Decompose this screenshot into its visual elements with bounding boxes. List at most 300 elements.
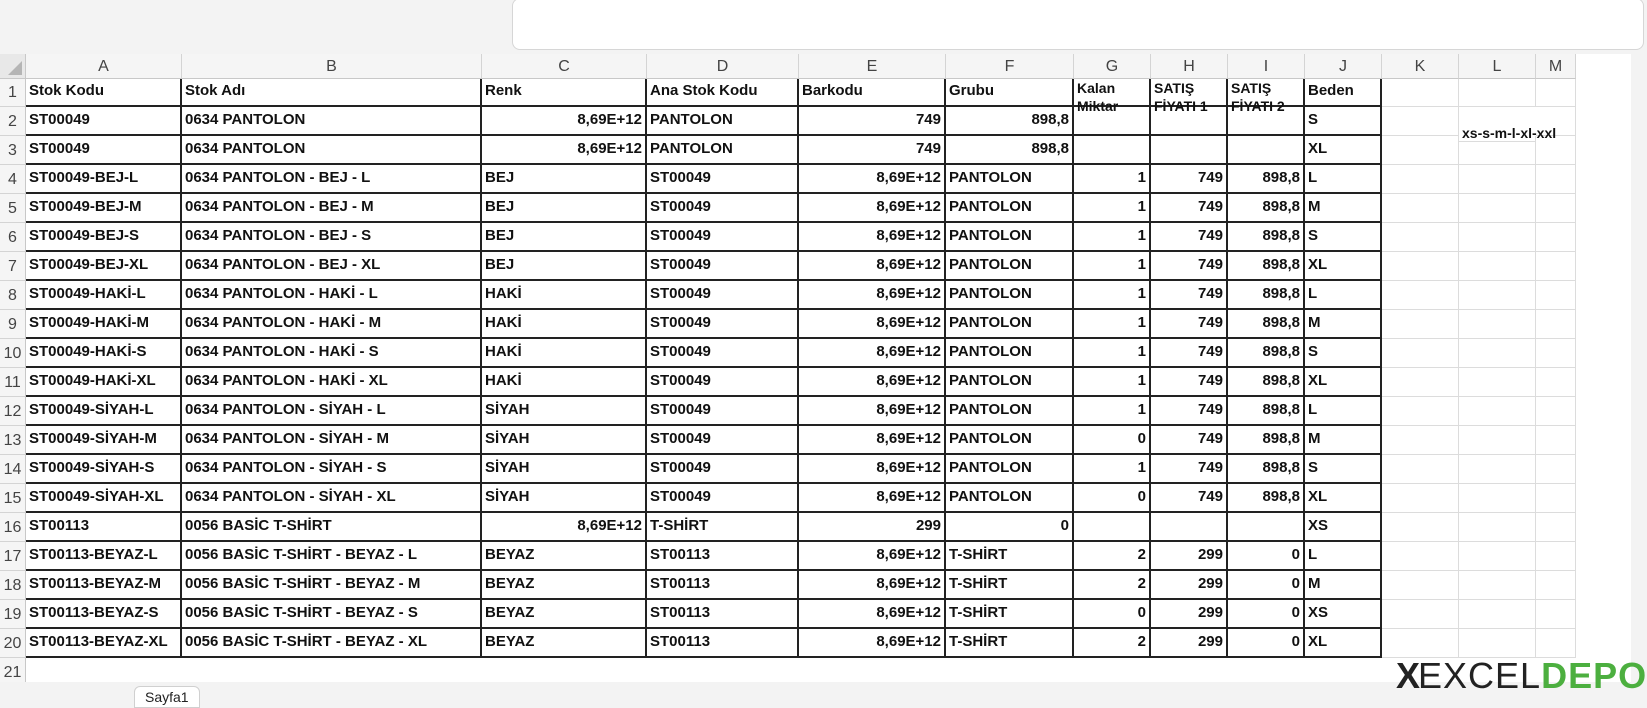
table-cell[interactable]: 0634 PANTOLON - BEJ - M xyxy=(182,194,482,223)
row-header[interactable]: 15 xyxy=(0,484,26,513)
column-header-g[interactable]: G xyxy=(1074,54,1151,79)
empty-cell[interactable] xyxy=(1459,397,1536,426)
table-cell[interactable]: ST00049-BEJ-XL xyxy=(26,252,182,281)
empty-cell[interactable] xyxy=(1536,484,1576,513)
table-cell[interactable]: ST00113-BEYAZ-S xyxy=(26,600,182,629)
empty-cell[interactable] xyxy=(1459,600,1536,629)
table-cell[interactable]: 8,69E+12 xyxy=(799,310,946,339)
table-cell[interactable]: ST00049 xyxy=(647,426,799,455)
table-cell[interactable]: ST00113 xyxy=(647,571,799,600)
table-cell[interactable]: 0 xyxy=(1228,600,1305,629)
table-cell[interactable]: 898,8 xyxy=(1228,484,1305,513)
table-cell[interactable]: L xyxy=(1305,542,1382,571)
table-cell[interactable]: PANTOLON xyxy=(946,397,1074,426)
table-cell[interactable]: 0634 PANTOLON - HAKİ - M xyxy=(182,310,482,339)
table-cell[interactable] xyxy=(1151,513,1228,542)
empty-cell[interactable] xyxy=(1459,513,1536,542)
table-cell[interactable]: 8,69E+12 xyxy=(482,107,647,136)
table-cell[interactable]: 749 xyxy=(1151,339,1228,368)
table-cell[interactable]: 0 xyxy=(1074,600,1151,629)
table-cell[interactable]: 8,69E+12 xyxy=(482,136,647,165)
empty-cell[interactable] xyxy=(1459,484,1536,513)
table-cell[interactable]: 749 xyxy=(1151,484,1228,513)
table-cell[interactable]: ST00049 xyxy=(647,252,799,281)
table-cell[interactable]: 749 xyxy=(1151,252,1228,281)
table-cell[interactable]: 749 xyxy=(1151,194,1228,223)
table-cell[interactable]: BEYAZ xyxy=(482,629,647,658)
column-header-c[interactable]: C xyxy=(482,54,647,79)
column-header-k[interactable]: K xyxy=(1382,54,1459,79)
table-cell[interactable]: L xyxy=(1305,281,1382,310)
row-header[interactable]: 8 xyxy=(0,281,26,310)
table-cell[interactable]: M xyxy=(1305,194,1382,223)
table-cell[interactable]: 0 xyxy=(1228,571,1305,600)
table-cell[interactable]: BEYAZ xyxy=(482,600,647,629)
table-cell[interactable]: 0 xyxy=(1074,426,1151,455)
table-cell[interactable]: ST00049 xyxy=(647,223,799,252)
table-cell[interactable]: PANTOLON xyxy=(946,252,1074,281)
table-cell[interactable]: 898,8 xyxy=(1228,426,1305,455)
empty-cell[interactable] xyxy=(1382,310,1459,339)
row-header[interactable]: 14 xyxy=(0,455,26,484)
table-cell[interactable]: 8,69E+12 xyxy=(799,165,946,194)
table-cell[interactable]: PANTOLON xyxy=(946,194,1074,223)
table-cell[interactable]: 0634 PANTOLON - SİYAH - XL xyxy=(182,484,482,513)
table-cell[interactable]: 0 xyxy=(1228,629,1305,658)
table-cell[interactable]: 0056 BASİC T-SHİRT - BEYAZ - S xyxy=(182,600,482,629)
table-cell[interactable]: ST00049-SİYAH-M xyxy=(26,426,182,455)
table-cell[interactable]: ST00049-HAKİ-M xyxy=(26,310,182,339)
table-cell[interactable]: SİYAH xyxy=(482,455,647,484)
table-cell[interactable]: M xyxy=(1305,571,1382,600)
empty-cell[interactable] xyxy=(1459,165,1536,194)
empty-cell[interactable] xyxy=(1382,455,1459,484)
table-cell[interactable]: 749 xyxy=(1151,223,1228,252)
table-cell[interactable]: XL xyxy=(1305,368,1382,397)
header-cell[interactable]: Renk xyxy=(482,79,647,107)
row-header[interactable]: 3 xyxy=(0,136,26,165)
empty-cell[interactable] xyxy=(1536,455,1576,484)
table-cell[interactable]: L xyxy=(1305,165,1382,194)
table-cell[interactable]: ST00049-HAKİ-L xyxy=(26,281,182,310)
table-cell[interactable]: BEYAZ xyxy=(482,542,647,571)
table-cell[interactable]: 898,8 xyxy=(1228,339,1305,368)
table-cell[interactable]: HAKİ xyxy=(482,281,647,310)
table-cell[interactable]: 898,8 xyxy=(1228,368,1305,397)
side-note-cell[interactable]: xs-s-m-l-xl-xxl xyxy=(1459,113,1536,142)
table-cell[interactable]: 299 xyxy=(799,513,946,542)
empty-cell[interactable] xyxy=(1536,165,1576,194)
table-cell[interactable]: 0056 BASİC T-SHİRT xyxy=(182,513,482,542)
table-cell[interactable]: 898,8 xyxy=(1228,223,1305,252)
table-cell[interactable]: 1 xyxy=(1074,310,1151,339)
empty-cell[interactable] xyxy=(1536,513,1576,542)
table-cell[interactable]: 0634 PANTOLON xyxy=(182,136,482,165)
row-header[interactable]: 1 xyxy=(0,79,26,107)
table-cell[interactable]: 1 xyxy=(1074,455,1151,484)
table-cell[interactable]: ST00049 xyxy=(647,339,799,368)
table-cell[interactable]: ST00049-BEJ-M xyxy=(26,194,182,223)
empty-cell[interactable] xyxy=(1536,542,1576,571)
table-cell[interactable]: S xyxy=(1305,455,1382,484)
empty-cell[interactable] xyxy=(1459,194,1536,223)
table-cell[interactable]: ST00049 xyxy=(647,281,799,310)
table-cell[interactable]: ST00049 xyxy=(26,107,182,136)
table-cell[interactable]: SİYAH xyxy=(482,426,647,455)
column-header-f[interactable]: F xyxy=(946,54,1074,79)
table-cell[interactable]: 8,69E+12 xyxy=(799,600,946,629)
table-cell[interactable]: 2 xyxy=(1074,571,1151,600)
table-cell[interactable]: 749 xyxy=(1151,165,1228,194)
table-cell[interactable]: 0634 PANTOLON - HAKİ - XL xyxy=(182,368,482,397)
table-cell[interactable]: 1 xyxy=(1074,339,1151,368)
table-cell[interactable]: XL xyxy=(1305,484,1382,513)
table-cell[interactable]: S xyxy=(1305,339,1382,368)
column-header-l[interactable]: L xyxy=(1459,54,1536,79)
table-cell[interactable]: T-SHİRT xyxy=(647,513,799,542)
table-cell[interactable]: 0056 BASİC T-SHİRT - BEYAZ - L xyxy=(182,542,482,571)
sheet-tab-sayfa1[interactable]: Sayfa1 xyxy=(134,686,200,708)
table-cell[interactable]: 0634 PANTOLON - BEJ - L xyxy=(182,165,482,194)
table-cell[interactable]: 0634 PANTOLON - BEJ - XL xyxy=(182,252,482,281)
empty-cell[interactable] xyxy=(1382,513,1459,542)
table-cell[interactable]: BEJ xyxy=(482,194,647,223)
empty-cell[interactable] xyxy=(1382,368,1459,397)
empty-cell[interactable] xyxy=(1382,136,1459,165)
table-cell[interactable]: 749 xyxy=(1151,310,1228,339)
column-header-m[interactable]: M xyxy=(1536,54,1576,79)
empty-cell[interactable] xyxy=(1536,426,1576,455)
table-cell[interactable]: 898,8 xyxy=(1228,252,1305,281)
column-header-d[interactable]: D xyxy=(647,54,799,79)
table-cell[interactable]: PANTOLON xyxy=(946,165,1074,194)
table-cell[interactable]: 0 xyxy=(1228,542,1305,571)
empty-cell[interactable] xyxy=(1459,310,1536,339)
column-header-e[interactable]: E xyxy=(799,54,946,79)
empty-cell[interactable] xyxy=(1382,79,1459,107)
header-cell[interactable]: Beden xyxy=(1305,79,1382,107)
table-cell[interactable]: M xyxy=(1305,310,1382,339)
table-cell[interactable]: PANTOLON xyxy=(946,368,1074,397)
empty-cell[interactable] xyxy=(1382,629,1459,658)
table-cell[interactable]: T-SHİRT xyxy=(946,571,1074,600)
table-cell[interactable]: ST00113-BEYAZ-M xyxy=(26,571,182,600)
empty-cell[interactable] xyxy=(1382,542,1459,571)
row-header[interactable]: 5 xyxy=(0,194,26,223)
table-cell[interactable]: 8,69E+12 xyxy=(799,223,946,252)
row-header[interactable]: 16 xyxy=(0,513,26,542)
row-header[interactable]: 18 xyxy=(0,571,26,600)
empty-cell[interactable] xyxy=(1382,339,1459,368)
table-cell[interactable]: 2 xyxy=(1074,629,1151,658)
table-cell[interactable]: BEJ xyxy=(482,165,647,194)
column-header-b[interactable]: B xyxy=(182,54,482,79)
table-cell[interactable]: BEJ xyxy=(482,223,647,252)
empty-cell[interactable] xyxy=(1536,629,1576,658)
table-cell[interactable]: BEJ xyxy=(482,252,647,281)
table-cell[interactable]: 749 xyxy=(1151,455,1228,484)
table-cell[interactable]: 0 xyxy=(946,513,1074,542)
table-cell[interactable]: 8,69E+12 xyxy=(799,281,946,310)
table-cell[interactable]: PANTOLON xyxy=(946,455,1074,484)
table-cell[interactable]: 0634 PANTOLON - BEJ - S xyxy=(182,223,482,252)
table-cell[interactable]: 299 xyxy=(1151,542,1228,571)
table-cell[interactable]: 8,69E+12 xyxy=(799,571,946,600)
table-cell[interactable]: M xyxy=(1305,426,1382,455)
header-cell[interactable]: Stok Kodu xyxy=(26,79,182,107)
empty-cell[interactable] xyxy=(1459,79,1536,107)
table-cell[interactable]: ST00049-SİYAH-L xyxy=(26,397,182,426)
table-cell[interactable]: 0634 PANTOLON xyxy=(182,107,482,136)
table-cell[interactable]: 0634 PANTOLON - HAKİ - L xyxy=(182,281,482,310)
table-cell[interactable]: 1 xyxy=(1074,194,1151,223)
table-cell[interactable]: HAKİ xyxy=(482,310,647,339)
table-cell[interactable]: 8,69E+12 xyxy=(799,339,946,368)
column-header-i[interactable]: I xyxy=(1228,54,1305,79)
table-cell[interactable]: 749 xyxy=(1151,281,1228,310)
empty-cell[interactable] xyxy=(1382,600,1459,629)
table-cell[interactable]: L xyxy=(1305,397,1382,426)
table-cell[interactable]: 749 xyxy=(1151,426,1228,455)
table-cell[interactable]: ST00049 xyxy=(647,484,799,513)
table-cell[interactable]: 8,69E+12 xyxy=(799,426,946,455)
header-cell[interactable]: Ana Stok Kodu xyxy=(647,79,799,107)
table-cell[interactable]: PANTOLON xyxy=(946,310,1074,339)
table-cell[interactable]: ST00113 xyxy=(647,629,799,658)
table-cell[interactable]: 299 xyxy=(1151,600,1228,629)
table-cell[interactable]: 898,8 xyxy=(1228,194,1305,223)
header-cell[interactable]: Kalan Miktar xyxy=(1074,79,1151,107)
table-cell[interactable]: PANTOLON xyxy=(946,484,1074,513)
table-cell[interactable]: 1 xyxy=(1074,368,1151,397)
empty-cell[interactable] xyxy=(1536,79,1576,107)
empty-cell[interactable] xyxy=(1382,397,1459,426)
table-cell[interactable]: 0634 PANTOLON - HAKİ - S xyxy=(182,339,482,368)
table-cell[interactable]: 2 xyxy=(1074,542,1151,571)
table-cell[interactable]: 0 xyxy=(1074,484,1151,513)
header-cell[interactable]: SATIŞ FİYATI 1 xyxy=(1151,79,1228,107)
table-cell[interactable]: XL xyxy=(1305,252,1382,281)
empty-cell[interactable] xyxy=(1536,252,1576,281)
logo-text-depo: DEPO xyxy=(1541,655,1647,696)
table-cell[interactable]: 8,69E+12 xyxy=(799,484,946,513)
table-cell[interactable]: 8,69E+12 xyxy=(799,629,946,658)
formula-input[interactable] xyxy=(512,0,1644,50)
empty-cell[interactable] xyxy=(1459,571,1536,600)
row-header[interactable]: 17 xyxy=(0,542,26,571)
empty-cell[interactable] xyxy=(1459,252,1536,281)
table-cell[interactable]: SİYAH xyxy=(482,397,647,426)
empty-cell[interactable] xyxy=(1536,368,1576,397)
table-cell[interactable]: PANTOLON xyxy=(647,136,799,165)
table-cell[interactable]: 299 xyxy=(1151,571,1228,600)
table-cell[interactable]: ST00049 xyxy=(647,165,799,194)
empty-cell[interactable] xyxy=(1459,629,1536,658)
row-header[interactable]: 13 xyxy=(0,426,26,455)
empty-cell[interactable] xyxy=(1536,223,1576,252)
table-cell[interactable]: PANTOLON xyxy=(946,281,1074,310)
table-cell[interactable]: ST00049-SİYAH-S xyxy=(26,455,182,484)
table-cell[interactable]: 898,8 xyxy=(1228,281,1305,310)
table-cell[interactable]: ST00049-HAKİ-S xyxy=(26,339,182,368)
table-cell[interactable]: ST00113 xyxy=(647,600,799,629)
row-header[interactable]: 2 xyxy=(0,107,26,136)
table-cell[interactable]: ST00113 xyxy=(26,513,182,542)
table-cell[interactable]: ST00113-BEYAZ-L xyxy=(26,542,182,571)
table-cell[interactable] xyxy=(1074,513,1151,542)
table-cell[interactable]: ST00049-BEJ-L xyxy=(26,165,182,194)
column-header-h[interactable]: H xyxy=(1151,54,1228,79)
table-cell[interactable]: ST00049-SİYAH-XL xyxy=(26,484,182,513)
table-cell[interactable]: HAKİ xyxy=(482,339,647,368)
table-cell[interactable]: PANTOLON xyxy=(946,223,1074,252)
table-cell[interactable]: 8,69E+12 xyxy=(482,513,647,542)
row-header[interactable]: 12 xyxy=(0,397,26,426)
table-cell[interactable]: 749 xyxy=(799,136,946,165)
table-cell[interactable]: ST00049 xyxy=(26,136,182,165)
table-cell[interactable]: PANTOLON xyxy=(946,426,1074,455)
column-header-a[interactable]: A xyxy=(26,54,182,79)
table-cell[interactable]: ST00113-BEYAZ-XL xyxy=(26,629,182,658)
table-cell[interactable]: XL xyxy=(1305,136,1382,165)
table-cell[interactable]: 8,69E+12 xyxy=(799,455,946,484)
empty-cell[interactable] xyxy=(1536,397,1576,426)
row-header[interactable]: 20 xyxy=(0,629,26,658)
table-cell[interactable]: PANTOLON xyxy=(946,339,1074,368)
table-cell[interactable]: 749 xyxy=(1151,397,1228,426)
empty-cell[interactable] xyxy=(1382,252,1459,281)
table-cell[interactable]: ST00049 xyxy=(647,194,799,223)
table-cell[interactable]: 0634 PANTOLON - SİYAH - L xyxy=(182,397,482,426)
table-cell[interactable]: 299 xyxy=(1151,629,1228,658)
table-cell[interactable]: S xyxy=(1305,107,1382,136)
header-cell[interactable]: SATIŞ FİYATI 2 xyxy=(1228,79,1305,107)
empty-cell[interactable] xyxy=(1459,339,1536,368)
empty-cell[interactable] xyxy=(1536,571,1576,600)
table-cell[interactable]: ST00049 xyxy=(647,310,799,339)
row-header[interactable]: 21 xyxy=(0,658,26,687)
table-cell[interactable]: 8,69E+12 xyxy=(799,542,946,571)
header-cell[interactable]: Stok Adı xyxy=(182,79,482,107)
empty-cell[interactable] xyxy=(1382,426,1459,455)
table-cell[interactable]: 898,8 xyxy=(1228,397,1305,426)
table-cell[interactable]: ST00049 xyxy=(647,455,799,484)
table-cell[interactable] xyxy=(1228,107,1305,136)
table-cell[interactable]: HAKİ xyxy=(482,368,647,397)
column-header-j[interactable]: J xyxy=(1305,54,1382,79)
table-cell[interactable]: ST00049 xyxy=(647,397,799,426)
row-header[interactable]: 9 xyxy=(0,310,26,339)
empty-cell[interactable] xyxy=(1382,281,1459,310)
table-cell[interactable]: 8,69E+12 xyxy=(799,252,946,281)
header-cell[interactable]: Barkodu xyxy=(799,79,946,107)
table-cell[interactable]: ST00049-BEJ-S xyxy=(26,223,182,252)
empty-cell[interactable] xyxy=(1536,310,1576,339)
table-cell[interactable]: XS xyxy=(1305,600,1382,629)
table-cell[interactable]: XL xyxy=(1305,629,1382,658)
table-cell[interactable]: BEYAZ xyxy=(482,571,647,600)
table-cell[interactable]: 1 xyxy=(1074,252,1151,281)
table-cell[interactable]: 898,8 xyxy=(946,136,1074,165)
empty-cell[interactable] xyxy=(1459,281,1536,310)
empty-cell[interactable] xyxy=(1536,600,1576,629)
row-header[interactable]: 10 xyxy=(0,339,26,368)
empty-cell[interactable] xyxy=(1459,223,1536,252)
table-cell[interactable] xyxy=(1151,107,1228,136)
empty-cell[interactable] xyxy=(1382,165,1459,194)
table-cell[interactable]: 898,8 xyxy=(1228,310,1305,339)
formula-bar-area xyxy=(0,0,1631,52)
table-cell[interactable]: 898,8 xyxy=(1228,165,1305,194)
table-cell[interactable] xyxy=(1228,136,1305,165)
row-header[interactable]: 19 xyxy=(0,600,26,629)
table-cell[interactable]: 8,69E+12 xyxy=(799,368,946,397)
watermark-logo xyxy=(1396,656,1647,696)
table-cell[interactable]: 749 xyxy=(1151,368,1228,397)
table-cell[interactable]: 8,69E+12 xyxy=(799,194,946,223)
empty-cell[interactable] xyxy=(1382,571,1459,600)
table-cell[interactable]: 1 xyxy=(1074,281,1151,310)
table-cell[interactable]: 1 xyxy=(1074,223,1151,252)
table-cell[interactable]: T-SHİRT xyxy=(946,629,1074,658)
logo-mark-icon: X xyxy=(1396,655,1417,696)
table-cell[interactable]: 0056 BASİC T-SHİRT - BEYAZ - XL xyxy=(182,629,482,658)
table-cell[interactable]: 0634 PANTOLON - SİYAH - M xyxy=(182,426,482,455)
empty-cell[interactable] xyxy=(1459,426,1536,455)
table-cell[interactable]: SİYAH xyxy=(482,484,647,513)
table-cell[interactable]: ST00049-HAKİ-XL xyxy=(26,368,182,397)
empty-cell[interactable] xyxy=(1536,339,1576,368)
row-header[interactable]: 4 xyxy=(0,165,26,194)
empty-cell[interactable] xyxy=(1382,194,1459,223)
table-cell[interactable]: 1 xyxy=(1074,397,1151,426)
table-cell[interactable]: ST00113 xyxy=(647,542,799,571)
table-cell[interactable]: 1 xyxy=(1074,165,1151,194)
row-header[interactable]: 6 xyxy=(0,223,26,252)
table-cell[interactable]: 0634 PANTOLON - SİYAH - S xyxy=(182,455,482,484)
table-cell[interactable]: PANTOLON xyxy=(647,107,799,136)
table-cell[interactable]: S xyxy=(1305,223,1382,252)
table-cell[interactable] xyxy=(1228,513,1305,542)
table-cell[interactable]: T-SHİRT xyxy=(946,542,1074,571)
table-cell[interactable]: 749 xyxy=(799,107,946,136)
empty-cell[interactable] xyxy=(1459,455,1536,484)
empty-cell[interactable] xyxy=(1382,484,1459,513)
row-header[interactable]: 11 xyxy=(0,368,26,397)
row-header[interactable]: 7 xyxy=(0,252,26,281)
select-all-button[interactable] xyxy=(0,54,26,79)
header-cell[interactable]: Grubu xyxy=(946,79,1074,107)
table-cell[interactable]: 0056 BASİC T-SHİRT - BEYAZ - M xyxy=(182,571,482,600)
empty-cell[interactable] xyxy=(1382,223,1459,252)
empty-cell[interactable] xyxy=(1536,194,1576,223)
table-cell[interactable]: ST00049 xyxy=(647,368,799,397)
table-cell[interactable]: 898,8 xyxy=(946,107,1074,136)
table-cell[interactable] xyxy=(1074,107,1151,136)
sheet-tab-bar xyxy=(0,682,1631,705)
empty-cell[interactable] xyxy=(1459,542,1536,571)
table-cell[interactable]: 8,69E+12 xyxy=(799,397,946,426)
empty-cell[interactable] xyxy=(1459,368,1536,397)
table-cell[interactable] xyxy=(1151,136,1228,165)
empty-cell[interactable] xyxy=(1382,107,1459,136)
spreadsheet-grid xyxy=(0,54,1631,682)
empty-cell[interactable] xyxy=(1536,281,1576,310)
table-cell[interactable]: T-SHİRT xyxy=(946,600,1074,629)
table-cell[interactable] xyxy=(1074,136,1151,165)
table-cell[interactable]: 898,8 xyxy=(1228,455,1305,484)
table-cell[interactable]: XS xyxy=(1305,513,1382,542)
